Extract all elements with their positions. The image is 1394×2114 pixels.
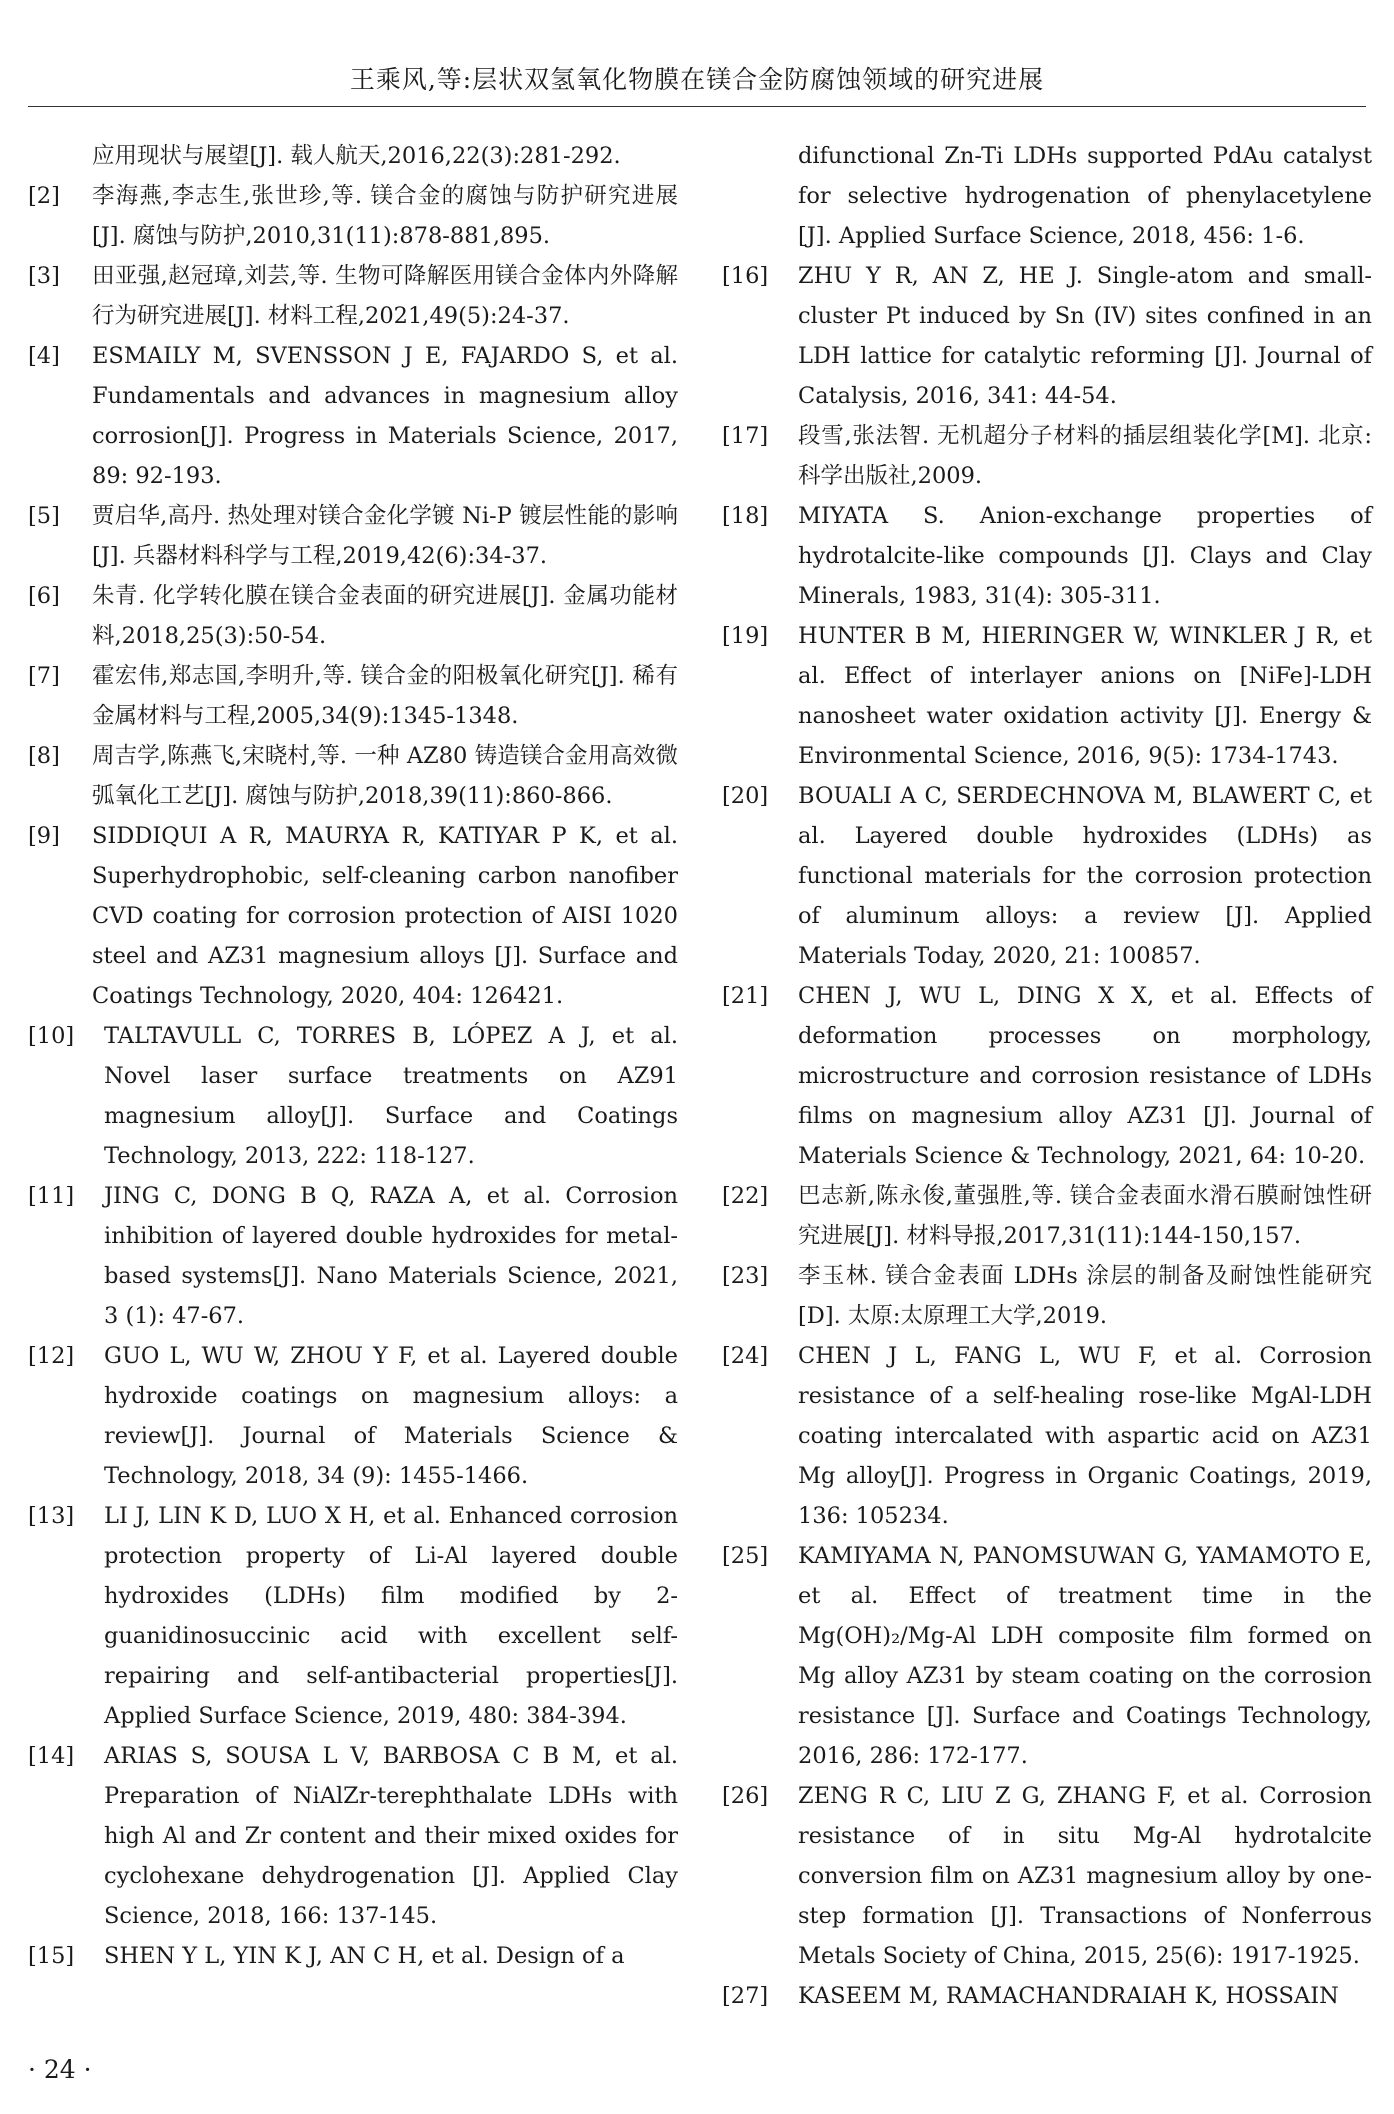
reference-entry: [722, 416, 1372, 496]
reference-text: 朱青. 化学转化膜在镁合金表面的研究进展[J]. 金属功能材料,2018,25(3):50-54.: [92, 583, 678, 649]
reference-number: [7]: [28, 663, 60, 689]
reference-entry: [722, 1776, 1372, 1976]
reference-number: [24]: [722, 1343, 769, 1369]
reference-text: HUNTER B M, HIERINGER W, WINKLER J R, et al. Effect of interlayer anions on [NiFe]-LDH nanosheet water oxidation activity [J]. Energy & Environmental Science, 2016, 9(5): 1734-1743.: [798, 623, 1372, 769]
reference-text: SIDDIQUI A R, MAURYA R, KATIYAR P K, et al. Superhydrophobic, self-cleaning carbon nanofiber CVD coating for corrosion protection of AISI 1020 steel and AZ31 magnesium alloys [J]. Surface and Coatings Technology, 2020, 404: 126421.: [92, 823, 678, 1009]
reference-entry: [28, 1936, 678, 1976]
reference-text: 霍宏伟,郑志国,李明升,等. 镁合金的阳极氧化研究[J]. 稀有金属材料与工程,2005,34(9):1345-1348.: [92, 663, 678, 729]
reference-number: [9]: [28, 823, 60, 849]
reference-text: 应用现状与展望[J]. 载人航天,2016,22(3):281-292.: [92, 143, 621, 169]
reference-number: [23]: [722, 1263, 769, 1289]
reference-text: ARIAS S, SOUSA L V, BARBOSA C B M, et al. Preparation of NiAlZr-terephthalate LDHs with high Al and Zr content and their mixed oxides for cyclohexane dehydrogenation [J]. Applied Clay Science, 2018, 166: 137-145.: [104, 1743, 678, 1929]
reference-number: [22]: [722, 1183, 769, 1209]
reference-text: 田亚强,赵冠璋,刘芸,等. 生物可降解医用镁合金体内外降解行为研究进展[J]. 材料工程,2021,49(5):24-37.: [92, 263, 678, 329]
reference-text: BOUALI A C, SERDECHNOVA M, BLAWERT C, et al. Layered double hydroxides (LDHs) as functional materials for the corrosion protection of aluminum alloys: a review [J]. Applied Materials Today, 2020, 21: 100857.: [798, 783, 1372, 969]
left-reference-column: [28, 136, 678, 1976]
reference-entry: [28, 336, 678, 496]
reference-entry: [722, 256, 1372, 416]
reference-entry: [722, 776, 1372, 976]
reference-number: [4]: [28, 343, 60, 369]
reference-text: ESMAILY M, SVENSSON J E, FAJARDO S, et al. Fundamentals and advances in magnesium alloy corrosion[J]. Progress in Materials Science, 2017, 89: 92-193.: [92, 343, 678, 489]
reference-number: [13]: [28, 1503, 75, 1529]
reference-entry: [722, 1176, 1372, 1256]
header-rule: [28, 106, 1366, 107]
reference-entry: [722, 616, 1372, 776]
reference-entry: [722, 976, 1372, 1176]
reference-entry: [28, 576, 678, 656]
reference-number: [21]: [722, 983, 769, 1009]
reference-text: TALTAVULL C, TORRES B, LÓPEZ A J, et al. Novel laser surface treatments on AZ91 magnesium alloy[J]. Surface and Coatings Technology, 2013, 222: 118-127.: [104, 1023, 678, 1169]
reference-number: [8]: [28, 743, 60, 769]
reference-number: [5]: [28, 503, 60, 529]
reference-entry: [28, 136, 678, 176]
reference-text: CHEN J L, FANG L, WU F, et al. Corrosion resistance of a self-healing rose-like MgAl-LDH coating intercalated with aspartic acid on AZ31 Mg alloy[J]. Progress in Organic Coatings, 2019, 136: 105234.: [798, 1343, 1372, 1529]
reference-entry: [28, 256, 678, 336]
reference-text: difunctional Zn-Ti LDHs supported PdAu catalyst for selective hydrogenation of phenylacetylene [J]. Applied Surface Science, 2018, 456: 1-6.: [798, 143, 1372, 249]
reference-number: [14]: [28, 1743, 75, 1769]
reference-entry: [28, 656, 678, 736]
reference-number: [19]: [722, 623, 769, 649]
reference-text: ZHU Y R, AN Z, HE J. Single-atom and small-cluster Pt induced by Sn (IV) sites confined in an LDH lattice for catalytic reforming [J]. Journal of Catalysis, 2016, 341: 44-54.: [798, 263, 1372, 409]
reference-text: 李海燕,李志生,张世珍,等. 镁合金的腐蚀与防护研究进展[J]. 腐蚀与防护,2010,31(11):878-881,895.: [92, 183, 678, 249]
reference-text: KAMIYAMA N, PANOMSUWAN G, YAMAMOTO E, et al. Effect of treatment time in the Mg(OH)₂/Mg-Al LDH composite film formed on Mg alloy AZ31 by steam coating on the corrosion resistance [J]. Surface and Coatings Technology, 2016, 286: 172-177.: [798, 1543, 1372, 1769]
reference-entry: [722, 1976, 1372, 2016]
reference-entry: [28, 816, 678, 1016]
reference-text: ZENG R C, LIU Z G, ZHANG F, et al. Corrosion resistance of in situ Mg-Al hydrotalcite conversion film on AZ31 magnesium alloy by one-step formation [J]. Transactions of Nonferrous Metals Society of China, 2015, 25(6): 1917-1925.: [798, 1783, 1372, 1969]
reference-text: JING C, DONG B Q, RAZA A, et al. Corrosion inhibition of layered double hydroxides for metal-based systems[J]. Nano Materials Science, 2021, 3 (1): 47-67.: [104, 1183, 678, 1329]
reference-text: CHEN J, WU L, DING X X, et al. Effects of deformation processes on morphology, microstructure and corrosion resistance of LDHs films on magnesium alloy AZ31 [J]. Journal of Materials Science & Technology, 2021, 64: 10-20.: [798, 983, 1372, 1169]
reference-text: SHEN Y L, YIN K J, AN C H, et al. Design of a: [104, 1943, 625, 1969]
reference-entry: [722, 1336, 1372, 1536]
reference-number: [27]: [722, 1983, 769, 2009]
reference-number: [20]: [722, 783, 769, 809]
reference-entry: [722, 496, 1372, 616]
reference-entry: [28, 1736, 678, 1936]
reference-number: [3]: [28, 263, 60, 289]
reference-number: [18]: [722, 503, 769, 529]
reference-text: 李玉林. 镁合金表面 LDHs 涂层的制备及耐蚀性能研究[D]. 太原:太原理工大学,2019.: [798, 1263, 1372, 1329]
reference-entry: [28, 736, 678, 816]
reference-text: MIYATA S. Anion-exchange properties of hydrotalcite-like compounds [J]. Clays and Clay Minerals, 1983, 31(4): 305-311.: [798, 503, 1372, 609]
reference-entry: [28, 1176, 678, 1336]
reference-number: [10]: [28, 1023, 75, 1049]
reference-number: [25]: [722, 1543, 769, 1569]
reference-entry: [28, 1496, 678, 1736]
reference-number: [26]: [722, 1783, 769, 1809]
reference-number: [2]: [28, 183, 60, 209]
reference-text: 段雪,张法智. 无机超分子材料的插层组装化学[M]. 北京:科学出版社,2009.: [798, 423, 1372, 489]
reference-text: LI J, LIN K D, LUO X H, et al. Enhanced corrosion protection property of Li-Al layered double hydroxides (LDHs) film modified by 2-guanidinosuccinic acid with excellent self-repairing and self-antibacterial properties[J]. Applied Surface Science, 2019, 480: 384-394.: [104, 1503, 678, 1729]
reference-entry: [28, 496, 678, 576]
reference-text: GUO L, WU W, ZHOU Y F, et al. Layered double hydroxide coatings on magnesium alloys: a review[J]. Journal of Materials Science & Technology, 2018, 34 (9): 1455-1466.: [104, 1343, 678, 1489]
reference-text: 周吉学,陈燕飞,宋晓村,等. 一种 AZ80 铸造镁合金用高效微弧氧化工艺[J]. 腐蚀与防护,2018,39(11):860-866.: [92, 743, 678, 809]
reference-number: [11]: [28, 1183, 75, 1209]
reference-number: [6]: [28, 583, 60, 609]
reference-entry: [28, 1016, 678, 1176]
reference-number: [12]: [28, 1343, 75, 1369]
reference-entry: [28, 1336, 678, 1496]
reference-entry: [722, 1256, 1372, 1336]
page-number: · 24 ·: [28, 2055, 92, 2084]
right-reference-column: [722, 136, 1372, 2016]
reference-number: [16]: [722, 263, 769, 289]
reference-number: [17]: [722, 423, 769, 449]
reference-entry: [722, 1536, 1372, 1776]
running-header: 王乘风,等:层状双氢氧化物膜在镁合金防腐蚀领域的研究进展: [349, 65, 1045, 94]
reference-text: KASEEM M, RAMACHANDRAIAH K, HOSSAIN: [798, 1983, 1339, 2009]
reference-text: 贾启华,高丹. 热处理对镁合金化学镀 Ni-P 镀层性能的影响[J]. 兵器材料科学与工程,2019,42(6):34-37.: [92, 503, 678, 569]
reference-number: [15]: [28, 1943, 75, 1969]
reference-entry: [28, 176, 678, 256]
reference-text: 巴志新,陈永俊,董强胜,等. 镁合金表面水滑石膜耐蚀性研究进展[J]. 材料导报,2017,31(11):144-150,157.: [798, 1183, 1372, 1249]
reference-entry: [722, 136, 1372, 256]
